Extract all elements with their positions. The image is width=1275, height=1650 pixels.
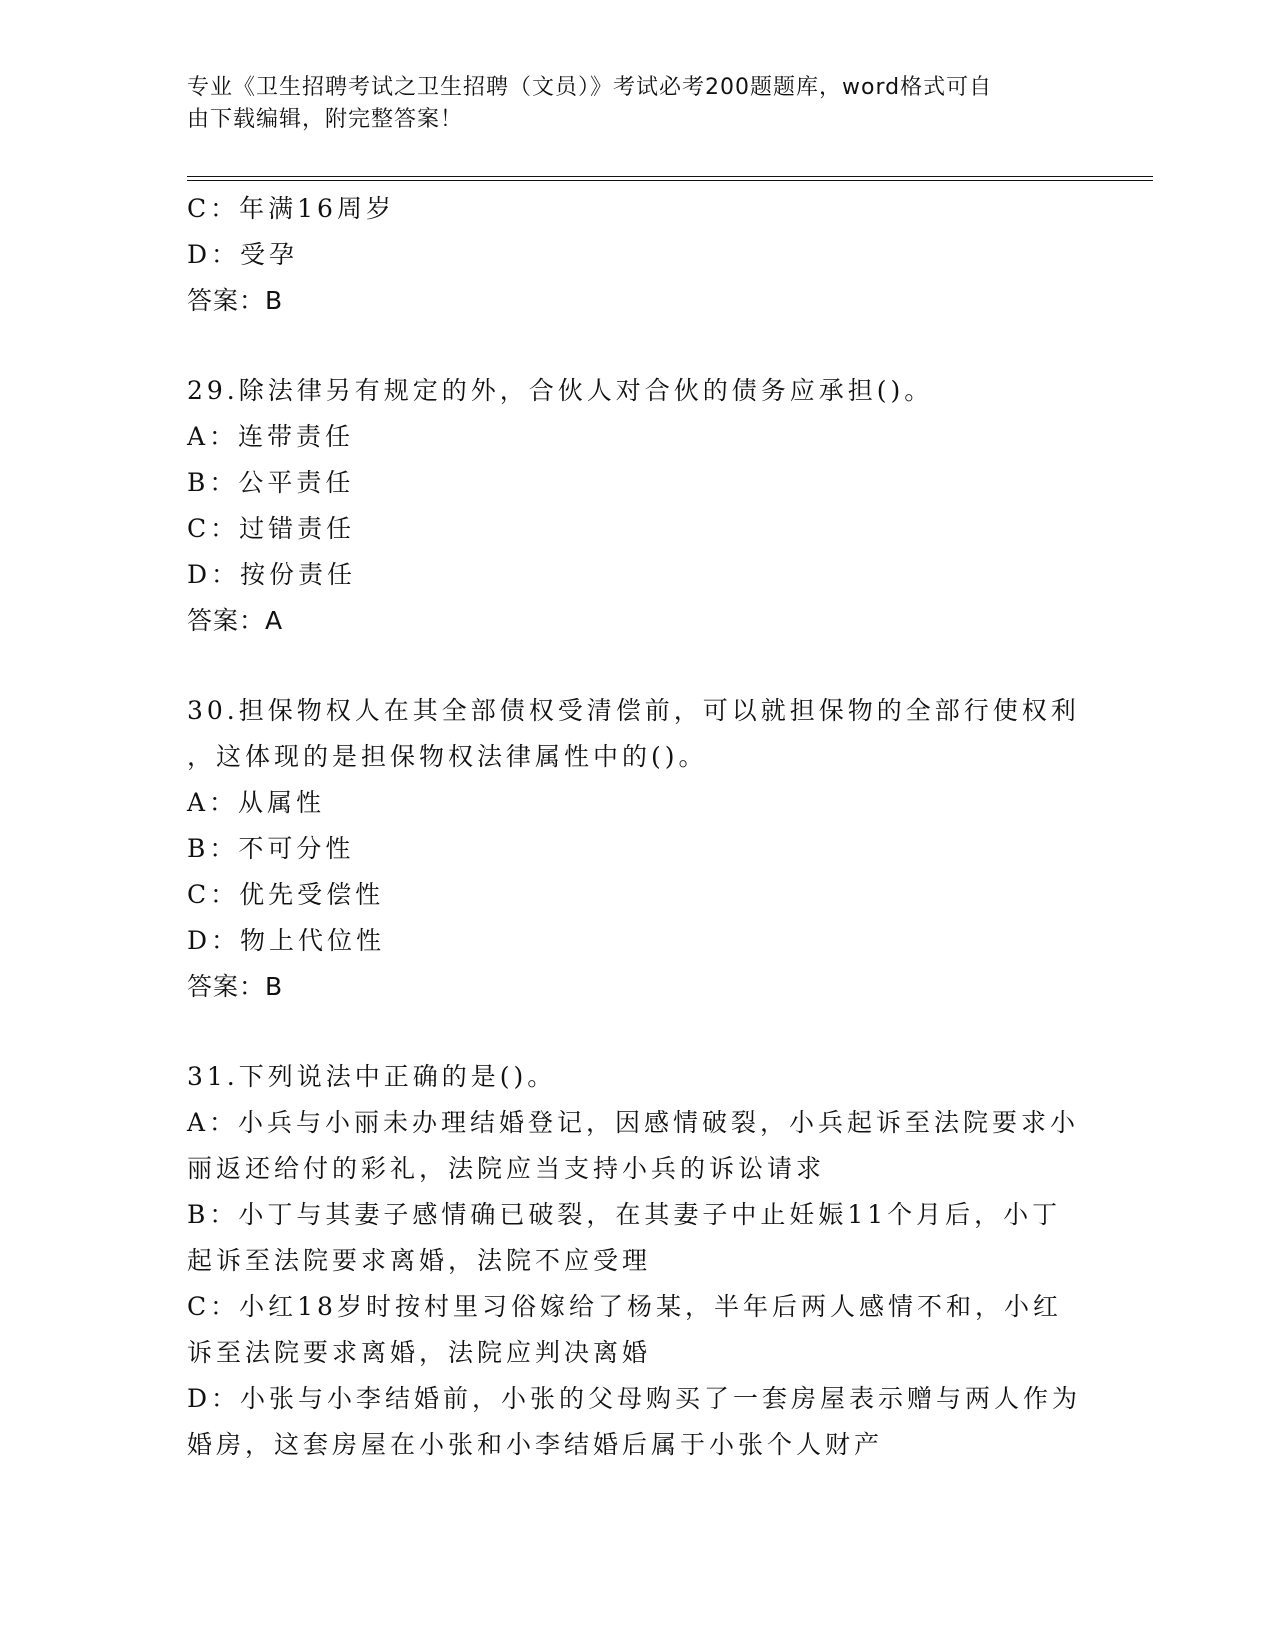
header-line-2: 由下载编辑，附完整答案！ [187, 107, 464, 132]
header-line-1: 专业《卫生招聘考试之卫生招聘（文员）》考试必考200题题库，word格式可自 [187, 75, 993, 100]
answer-line: 答案：B [187, 286, 284, 315]
option-c: C：优先受偿性 [187, 880, 385, 909]
previous-question-tail [187, 186, 1087, 324]
option-b-line-2: 起诉至法院要求离婚，法院不应受理 [187, 1246, 652, 1275]
option-d: D：按份责任 [187, 560, 357, 589]
option-c-line-1: C：小红18岁时按村里习俗嫁给了杨某，半年后两人感情不和，小红 [187, 1292, 1062, 1321]
question-30 [187, 688, 1087, 1010]
option-c: C：过错责任 [187, 514, 356, 543]
question-stem-line-2: ，这体现的是担保物权法律属性中的()。 [187, 742, 708, 771]
question-29 [187, 368, 1087, 644]
answer-line: 答案：B [187, 972, 284, 1001]
option-c-line-2: 诉至法院要求离婚，法院应判决离婚 [187, 1338, 652, 1367]
option-a-line-2: 丽返还给付的彩礼，法院应当支持小兵的诉讼请求 [187, 1154, 826, 1183]
option-c: C：年满16周岁 [187, 194, 395, 223]
option-d: D：受孕 [187, 240, 299, 269]
option-d: D：物上代位性 [187, 926, 386, 955]
spacer [187, 644, 1087, 688]
spacer [187, 324, 1087, 368]
question-31 [187, 1054, 1087, 1468]
option-b: B：公平责任 [187, 468, 355, 497]
document-header [187, 72, 1067, 136]
answer-line: 答案：A [187, 606, 284, 635]
option-b-line-1: B：小丁与其妻子感情确已破裂，在其妻子中止妊娠11个月后，小丁 [187, 1200, 1062, 1229]
question-stem: 31.下列说法中正确的是()。 [187, 1062, 557, 1091]
spacer [187, 1010, 1087, 1054]
header-divider-bottom [187, 180, 1153, 181]
header-divider-top [187, 176, 1153, 177]
question-stem: 29.除法律另有规定的外，合伙人对合伙的债务应承担()。 [187, 376, 934, 405]
option-a: A：从属性 [187, 788, 326, 817]
question-list [187, 186, 1087, 1468]
option-a-line-1: A：小兵与小丽未办理结婚登记，因感情破裂，小兵起诉至法院要求小 [187, 1108, 1080, 1137]
question-stem-line-1: 30.担保物权人在其全部债权受清偿前，可以就担保物的全部行使权利 [187, 696, 1080, 725]
option-d-line-1: D：小张与小李结婚前，小张的父母购买了一套房屋表示赠与两人作为 [187, 1384, 1082, 1413]
option-b: B：不可分性 [187, 834, 355, 863]
option-a: A：连带责任 [187, 422, 355, 451]
option-d-line-2: 婚房，这套房屋在小张和小李结婚后属于小张个人财产 [187, 1430, 884, 1459]
